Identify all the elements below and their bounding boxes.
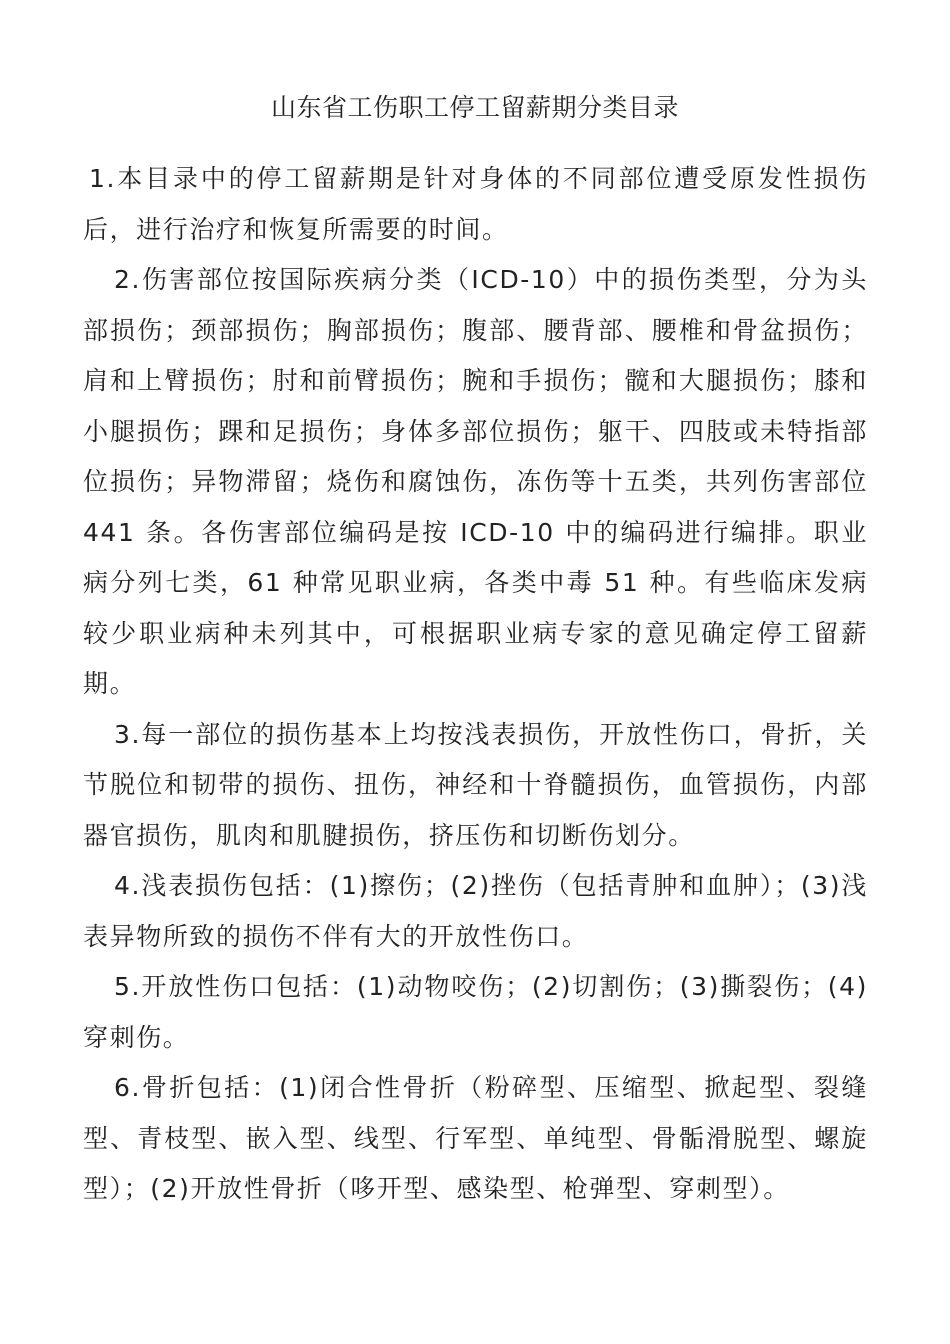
document-body [83, 154, 868, 1215]
paragraph-5: 5.开放性伤口包括：(1)动物咬伤；(2)切割伤；(3)撕裂伤；(4)穿刺伤。 [83, 972, 868, 1052]
paragraph-1: 1.本目录中的停工留薪期是针对身体的不同部位遭受原发性损伤后，进行治疗和恢复所需要的时间。 [83, 164, 868, 244]
document-title: 山东省工伤职工停工留薪期分类目录 [270, 93, 679, 122]
paragraph-2: 2.伤害部位按国际疾病分类（ICD-10）中的损伤类型，分为头部损伤；颈部损伤；胸部损伤；腹部、腰背部、腰椎和骨盆损伤；肩和上臂损伤；肘和前臂损伤；腕和手损伤；髋和大腿损伤；膝和小腿损伤；踝和足损伤；身体多部位损伤；躯干、四肢或未特指部位损伤；异物滞留；烧伤和腐蚀伤，冻伤等十五类，共列伤害部位 441 条。各伤害部位编码是按 ICD-10 中的编码进行编排。职业病分列七类，61 种常见职业病，各类中毒 51 种。有些临床发病较少职业病种未列其中，可根据职业病专家的意见确定停工留薪期。 [83, 265, 868, 698]
paragraph-6: 6.骨折包括：(1)闭合性骨折（粉碎型、压缩型、掀起型、裂缝型、青枝型、嵌入型、线型、行军型、单纯型、骨骺滑脱型、螺旋型）；(2)开放性骨折（哆开型、感染型、枪弹型、穿刺型）。 [83, 1073, 868, 1203]
paragraph-3: 3.每一部位的损伤基本上均按浅表损伤，开放性伤口，骨折，关节脱位和韧带的损伤、扭伤，神经和十脊髓损伤，血管损伤，内部器官损伤，肌肉和肌腱损伤，挤压伤和切断伤划分。 [83, 719, 868, 850]
paragraph-4: 4.浅表损伤包括：(1)擦伤；(2)挫伤（包括青肿和血肿）；(3)浅表异物所致的损伤不伴有大的开放性伤口。 [83, 871, 868, 951]
